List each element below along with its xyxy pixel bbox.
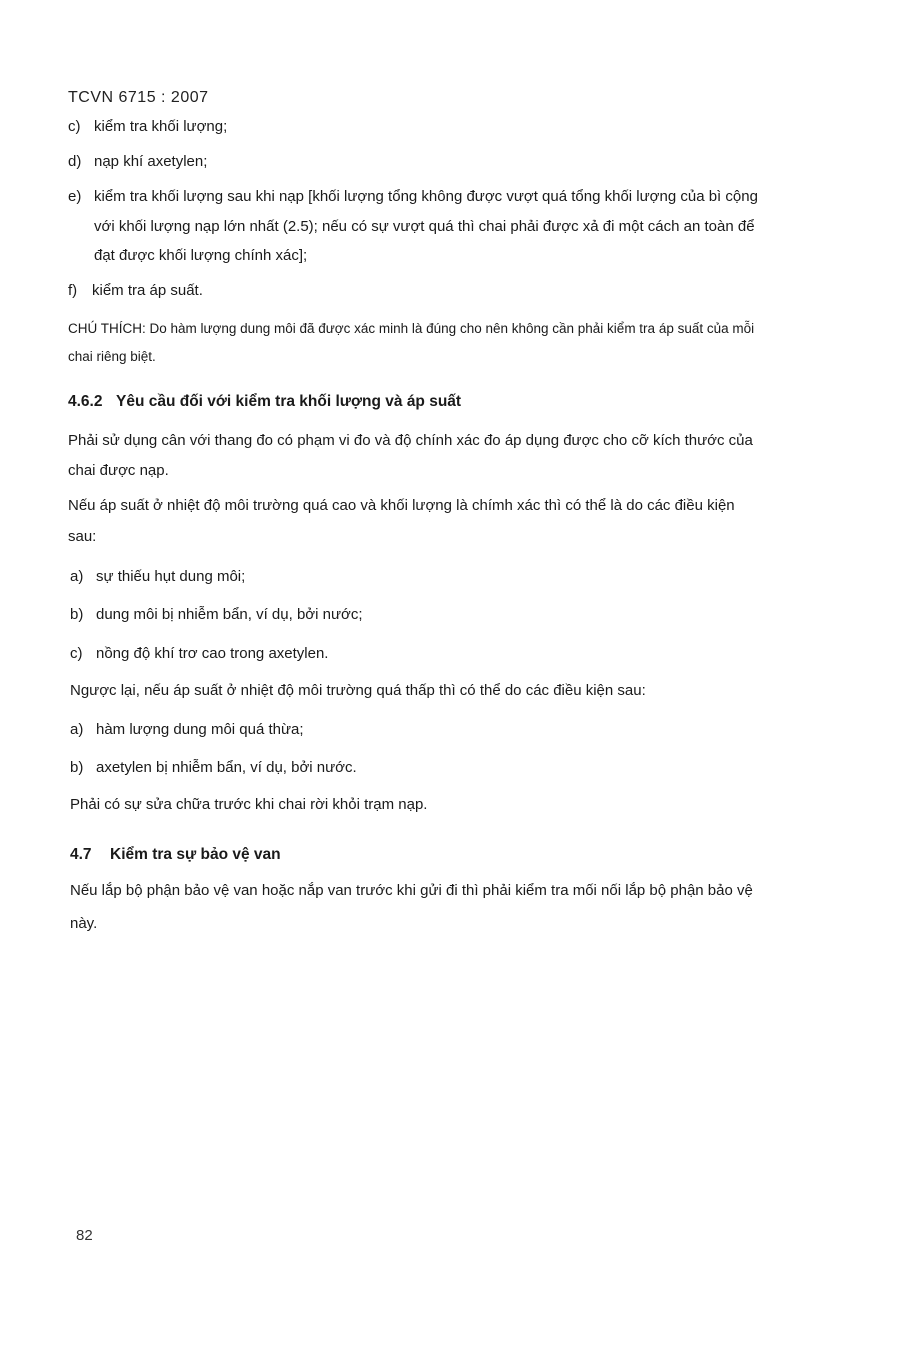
list-item-text: hàm lượng dung môi quá thừa;	[96, 721, 304, 738]
section-heading-4-7	[70, 845, 281, 865]
list-item-text: dung môi bị nhiễm bẩn, ví dụ, bởi nước;	[96, 606, 363, 623]
page-number: 82	[76, 1227, 93, 1244]
paragraph-line: này.	[70, 915, 98, 932]
paragraph-line: Nếu lắp bộ phận bảo vệ van hoặc nắp van trước khi gửi đi thì phải kiểm tra mối nối lắp bộ phận bảo vệ	[70, 882, 753, 899]
list-item	[68, 281, 203, 301]
paragraph-line: sau:	[68, 528, 97, 545]
list-item-label: b)	[70, 606, 84, 623]
list-item-text: nạp khí axetylen;	[94, 153, 208, 170]
list-item	[68, 187, 758, 207]
list-item-label: a)	[70, 568, 84, 585]
note-line: CHÚ THÍCH: Do hàm lượng dung môi đã được xác minh là đúng cho nên không cần phải kiểm tra áp suất của mỗi	[68, 321, 755, 336]
note-line: chai riêng biệt.	[68, 349, 156, 364]
list-item-label: c)	[68, 118, 81, 135]
list-item-text: sự thiếu hụt dung môi;	[96, 568, 246, 585]
list-item-text: kiểm tra khối lượng;	[94, 118, 228, 135]
list-item	[70, 567, 245, 587]
paragraph-line: Phải có sự sửa chữa trước khi chai rời khỏi trạm nạp.	[70, 796, 428, 813]
list-item-label: d)	[68, 153, 82, 170]
list-item-label: b)	[70, 759, 84, 776]
list-item	[70, 605, 363, 625]
standard-code-header: TCVN 6715 : 2007	[68, 89, 209, 106]
list-item	[68, 117, 227, 137]
section-title: Kiểm tra sự bảo vệ van	[110, 846, 281, 863]
list-item-text: nồng độ khí trơ cao trong axetylen.	[96, 645, 329, 662]
paragraph-line: Ngược lại, nếu áp suất ở nhiệt độ môi trường quá thấp thì có thể do các điều kiện sau:	[70, 682, 646, 699]
list-item-text: kiểm tra khối lượng sau khi nạp [khối lượng tổng không được vượt quá tổng khối lượng của bì cộng	[94, 188, 758, 205]
list-item	[68, 152, 207, 172]
section-number: 4.6.2	[68, 393, 103, 410]
list-item-label: f)	[68, 282, 78, 299]
list-item	[70, 758, 357, 778]
section-number: 4.7	[70, 846, 92, 863]
paragraph-line: chai được nạp.	[68, 462, 169, 479]
list-item-text: axetylen bị nhiễm bẩn, ví dụ, bởi nước.	[96, 759, 357, 776]
section-heading-4-6-2	[68, 392, 461, 412]
list-item-text-continued: với khối lượng nạp lớn nhất (2.5); nếu có sự vượt quá thì chai phải được xả đi một cách an toàn để	[94, 218, 755, 235]
section-title: Yêu cầu đối với kiểm tra khối lượng và áp suất	[116, 393, 462, 410]
paragraph-line: Nếu áp suất ở nhiệt độ môi trường quá cao và khối lượng là chímh xác thì có thể là do các điều kiện	[68, 497, 735, 514]
list-item-text-continued: đạt được khối lượng chính xác];	[94, 247, 308, 264]
list-item	[70, 720, 304, 740]
list-item	[70, 644, 328, 664]
paragraph-line: Phải sử dụng cân với thang đo có phạm vi đo và độ chính xác đo áp dụng được cho cỡ kích thước của	[68, 432, 753, 449]
list-item-text: kiểm tra áp suất.	[92, 282, 203, 299]
list-item-label: a)	[70, 721, 84, 738]
list-item-label: e)	[68, 188, 82, 205]
list-item-label: c)	[70, 645, 83, 662]
